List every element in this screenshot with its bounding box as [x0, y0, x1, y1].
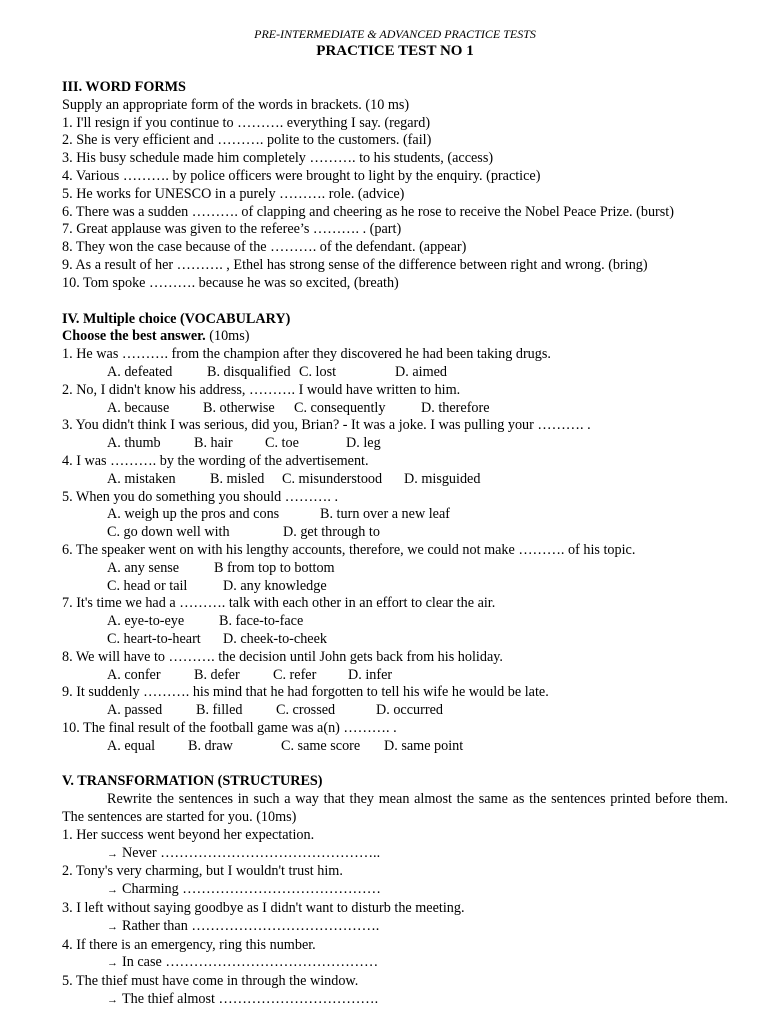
- word-form-item: 7. Great applause was given to the referee’s ………. . (part): [62, 221, 402, 238]
- answer-option: A. equal: [107, 737, 156, 754]
- section-title-transformation: V. TRANSFORMATION (STRUCTURES): [62, 773, 323, 790]
- answer-options: [62, 400, 728, 418]
- answer-option: B. face-to-face: [219, 613, 304, 630]
- answer-line: [62, 991, 728, 1010]
- question-text: 10. The final result of the football game was a(n) ………. .: [62, 719, 397, 736]
- answer-option: A. mistaken: [107, 470, 176, 487]
- answer-options: [62, 702, 728, 720]
- instruction-bold: Choose the best answer.: [62, 328, 206, 345]
- answer-option: D. get through to: [283, 524, 380, 541]
- answer-prompt: The thief almost …………………………….: [122, 991, 379, 1008]
- word-form-item: 10. Tom spoke ………. because he was so excited, (breath): [62, 274, 399, 291]
- section-title-multiple-choice: IV. Multiple choice (VOCABULARY): [62, 310, 291, 327]
- section-title-word-forms: III. WORD FORMS: [62, 79, 186, 95]
- answer-options: [62, 560, 728, 578]
- answer-option: B. defer: [194, 666, 240, 683]
- answer-option: B from top to bottom: [214, 559, 335, 576]
- section-instruction: Rewrite the sentences in such a way that they mean almost the same as the sentences printed before them. The sentences are started for you. (10ms): [62, 791, 728, 826]
- answer-option: B. filled: [196, 702, 243, 719]
- multiple-choice-list: [62, 346, 728, 755]
- answer-option: C. same score: [281, 737, 361, 754]
- answer-option: A. because: [107, 399, 170, 416]
- answer-option: D. occurred: [376, 702, 443, 719]
- answer-option: C. lost: [299, 363, 337, 380]
- answer-option: A. thumb: [107, 435, 161, 452]
- arrow-icon: →: [107, 957, 118, 970]
- answer-prompt: Rather than ………………………………….: [122, 917, 380, 934]
- answer-prompt: Charming ……………………………………: [122, 881, 381, 898]
- answer-option: D. therefore: [421, 399, 490, 416]
- question-text: 9. It suddenly ………. his mind that he had forgotten to tell his wife he would be late.: [62, 684, 549, 701]
- answer-option: B. hair: [194, 435, 233, 452]
- answer-option: B. misled: [210, 470, 265, 487]
- answer-option: C. toe: [265, 435, 299, 452]
- question-text: 4. I was ………. by the wording of the advertisement.: [62, 452, 369, 469]
- transformation-sentence: 5. The thief must have come in through the window.: [62, 973, 359, 990]
- word-form-item: 6. There was a sudden ………. of clapping and cheering as he rose to receive the Nobel Peace Prize. (burst): [62, 203, 674, 220]
- page-subtitle: PRE-INTERMEDIATE & ADVANCED PRACTICE TESTS: [254, 27, 536, 41]
- answer-options: [62, 524, 728, 542]
- answer-option: B. otherwise: [203, 399, 275, 416]
- answer-option: D. aimed: [395, 363, 448, 380]
- word-form-item: 8. They won the case because of the ………. of the defendant. (appear): [62, 239, 467, 256]
- arrow-icon: →: [107, 920, 118, 933]
- page-title: PRACTICE TEST NO 1: [316, 43, 474, 59]
- answer-option: C. heart-to-heart: [107, 630, 201, 647]
- answer-option: C. head or tail: [107, 577, 188, 594]
- instruction-rest: (10ms): [205, 328, 250, 345]
- transformation-sentence: 1. Her success went beyond her expectation.: [62, 826, 315, 843]
- answer-options: [62, 364, 728, 382]
- answer-option: B. turn over a new leaf: [320, 506, 451, 523]
- answer-option: C. misunderstood: [282, 470, 383, 487]
- answer-options: [62, 613, 728, 631]
- transformation-sentence: 2. Tony's very charming, but I wouldn't trust him.: [62, 863, 343, 880]
- answer-option: D. cheek-to-cheek: [223, 630, 327, 647]
- question-text: 7. It's time we had a ………. talk with each other in an effort to clear the air.: [62, 595, 496, 612]
- word-form-item: 4. Various ………. by police officers were brought to light by the enquiry. (practice): [62, 167, 541, 184]
- word-form-item: 9. As a result of her ………. , Ethel has strong sense of the difference between right and wrong. (bring): [62, 256, 648, 273]
- transformation-sentence: 4. If there is an emergency, ring this number.: [62, 936, 316, 953]
- answer-option: B. disqualified: [207, 363, 291, 380]
- answer-option: D. infer: [348, 666, 393, 683]
- answer-option: A. eye-to-eye: [107, 613, 185, 630]
- question-text: 3. You didn't think I was serious, did you, Brian? - It was a joke. I was pulling your ………. .: [62, 417, 591, 434]
- answer-option: C. refer: [273, 666, 317, 683]
- answer-line: [62, 881, 728, 900]
- question-text: 2. No, I didn't know his address, ………. I would have written to him.: [62, 381, 461, 398]
- answer-option: B. draw: [188, 737, 233, 754]
- answer-option: C. go down well with: [107, 524, 230, 541]
- section-instruction: [62, 328, 728, 346]
- question-text: 8. We will have to ………. the decision until John gets back from his holiday.: [62, 648, 503, 665]
- answer-option: A. weigh up the pros and cons: [107, 506, 280, 523]
- answer-options: [62, 631, 728, 649]
- answer-option: D. misguided: [404, 470, 481, 487]
- answer-option: C. crossed: [276, 702, 336, 719]
- document-page: [62, 27, 728, 1010]
- question-text: 5. When you do something you should ………. .: [62, 488, 338, 505]
- answer-prompt: Never ………………………………………..: [122, 844, 381, 861]
- word-form-item: 1. I'll resign if you continue to ………. everything I say. (regard): [62, 114, 431, 131]
- transformation-sentence: 3. I left without saying goodbye as I didn't want to disturb the meeting.: [62, 900, 465, 917]
- word-form-item: 2. She is very efficient and ………. polite to the customers. (fail): [62, 132, 432, 149]
- question-text: 6. The speaker went on with his lengthy accounts, therefore, we could not make ………. of his topic.: [62, 541, 636, 558]
- answer-options: [62, 578, 728, 596]
- answer-option: A. confer: [107, 666, 161, 683]
- answer-options: [62, 738, 728, 756]
- section-instruction: Supply an appropriate form of the words in brackets. (10 ms): [62, 96, 410, 113]
- answer-prompt: In case ………………………………………: [122, 954, 379, 971]
- answer-options: [62, 667, 728, 685]
- arrow-icon: →: [107, 884, 118, 897]
- answer-option: D. any knowledge: [223, 577, 327, 594]
- answer-option: C. consequently: [294, 399, 386, 416]
- answer-line: [62, 954, 728, 973]
- transformation-list: [62, 827, 728, 1010]
- answer-option: D. same point: [384, 737, 464, 754]
- answer-option: A. passed: [107, 702, 163, 719]
- word-form-item: 3. His busy schedule made him completely ………. to his students, (access): [62, 150, 494, 167]
- answer-option: D. leg: [346, 435, 381, 452]
- answer-line: [62, 845, 728, 864]
- answer-options: [62, 435, 728, 453]
- answer-option: A. any sense: [107, 559, 180, 576]
- answer-line: [62, 918, 728, 937]
- answer-options: [62, 506, 728, 524]
- arrow-icon: →: [107, 994, 118, 1007]
- arrow-icon: →: [107, 847, 118, 860]
- answer-option: A. defeated: [107, 363, 173, 380]
- answer-options: [62, 471, 728, 489]
- question-text: 1. He was ………. from the champion after they discovered he had been taking drugs.: [62, 346, 551, 363]
- word-form-item: 5. He works for UNESCO in a purely ………. role. (advice): [62, 185, 405, 202]
